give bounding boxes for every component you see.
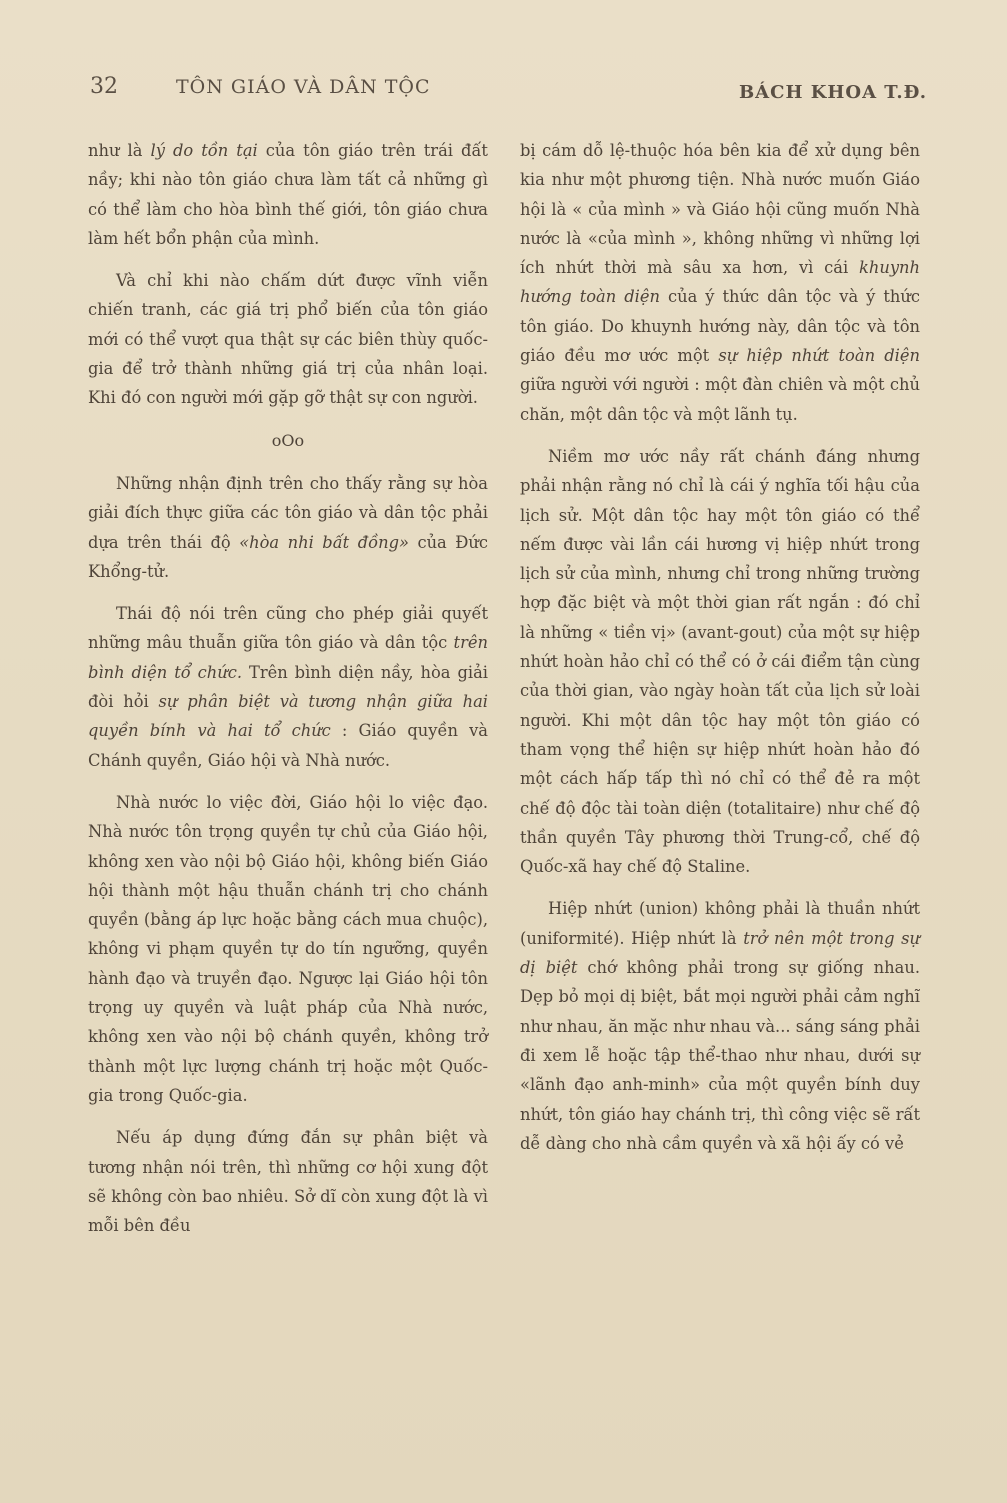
paragraph: Thái độ nói trên cũng cho phép giải quyết những mâu thuẫn giữa tôn giáo và dân tộc trên bình diện tổ chức. Trên bình diện nầy, hòa giải đòi hỏi sự phân biệt và tương nhận giữa hai quyền bính và hai tổ chức : Giáo quyền và Chánh quyền, Giáo hội và Nhà nước.: [88, 604, 488, 770]
page-number: 32: [90, 74, 118, 99]
paragraph: Niềm mơ ước nầy rất chánh đáng nhưng phải nhận rằng nó chỉ là cái ý nghĩa tối hậu của lịch sử. Một dân tộc hay một tôn giáo có thể nếm được vài lần cái hương vị hiệp nhứt trong lịch sử của mình, nhưng chỉ trong những trường hợp đặc biệt và một thời gian rất ngắn : đó chỉ là những « tiền vị» (avant-gout) của một sự hiệp nhứt hoàn hảo chỉ có thể có ở cái điểm tận cùng của thời gian, vào ngày hoàn tất của lịch sử loài người. Khi một dân tộc hay một tôn giáo có tham vọng thể hiện sự hiệp nhứt hoàn hảo đó một cách hấp tấp thì nó chỉ có thể đẻ ra một chế độ độc tài toàn diện (totalitaire) như chế độ thần quyền Tây phương thời Trung-cổ, chế độ Quốc-xã hay chế độ Staline.: [520, 446, 920, 877]
paragraph: Hiệp nhứt (union) không phải là thuần nhứt (uniformité). Hiệp nhứt là trở nên một trong sự dị biệt chớ không phải trong sự giống nhau. Dẹp bỏ mọi dị biệt, bắt mọi người phải cảm nghĩ như nhau, ăn mặc như nhau và... sáng sáng phải đi xem lễ hoặc tập thể-thao như nhau, dưới sự «lãnh đạo anh-minh» của một quyền bính duy nhứt, tôn giáo hay chánh trị, thì công việc sẽ rất dễ dàng cho nhà cầm quyền và xã hội ấy có vẻ: [520, 899, 920, 1153]
paragraph: Nhà nước lo việc đời, Giáo hội lo việc đạo. Nhà nước tôn trọng quyền tự chủ của Giáo hội, không xen vào nội bộ Giáo hội, không biến Giáo hội thành một hậu thuẫn chánh trị cho chánh quyền (bằng áp lực hoặc bằng cách mua chuộc), không vi phạm quyền tự do tín ngưỡng, quyền hành đạo và truyền đạo. Ngược lại Giáo hội tôn trọng uy quyền và luật pháp của Nhà nước, không xen vào nội bộ chánh quyền, không trở thành một lực lượng chánh trị hoặc một Quốc-gia trong Quốc-gia.: [88, 792, 488, 1105]
running-title: TÔN GIÁO VÀ DÂN TỘC: [176, 76, 431, 98]
paragraph: Nếu áp dụng đứng đắn sự phân biệt và tương nhận nói trên, thì những cơ hội xung đột sẽ không còn bao nhiêu. Sở dĩ còn xung đột là vì mỗi bên đều: [88, 1128, 488, 1236]
journal-name: BÁCH KHOA T.Đ.: [738, 82, 927, 103]
paragraph: Những nhận định trên cho thấy rằng sự hòa giải đích thực giữa các tôn giáo và dân tộc phải dựa trên thái độ «hòa nhi bất đồng» của Đức Khổng-tử.: [88, 473, 488, 581]
paragraph: như là lý do tồn tại của tôn giáo trên trái đất nầy; khi nào tôn giáo chưa làm tất cả những gì có thể làm cho hòa bình thế giới, tôn giáo chưa làm hết bổn phận của mình.: [88, 141, 488, 248]
paragraph: bị cám dỗ lệ-thuộc hóa bên kia để xử dụng bên kia như một phương tiện. Nhà nước muốn Giáo hội là « của mình » và Giáo hội cũng muốn Nhà nước là «của mình », không những vì những lợi ích nhứt thời mà sâu xa hơn, vì cái khuynh hướng toàn diện của ý thức dân tộc và ý thức tôn giáo. Do khuynh hướng này, dân tộc và tôn giáo đều mơ ước một sự hiệp nhứt toàn diện giữa người với người : một đàn chiên và một chủ chăn, một dân tộc và một lãnh tụ.: [520, 141, 920, 424]
right-column: [520, 136, 920, 1171]
paragraph: Và chỉ khi nào chấm dứt được vĩnh viễn chiến tranh, các giá trị phổ biến của tôn giáo mới có thể vượt qua thật sự các biên thùy quốc-gia để trở thành những giá trị của nhân loại. Khi đó con người mới gặp gỡ thật sự con người.: [88, 271, 488, 408]
section-separator: oOo: [271, 430, 305, 450]
left-column: [88, 136, 488, 1253]
page-header: [0, 74, 1007, 114]
